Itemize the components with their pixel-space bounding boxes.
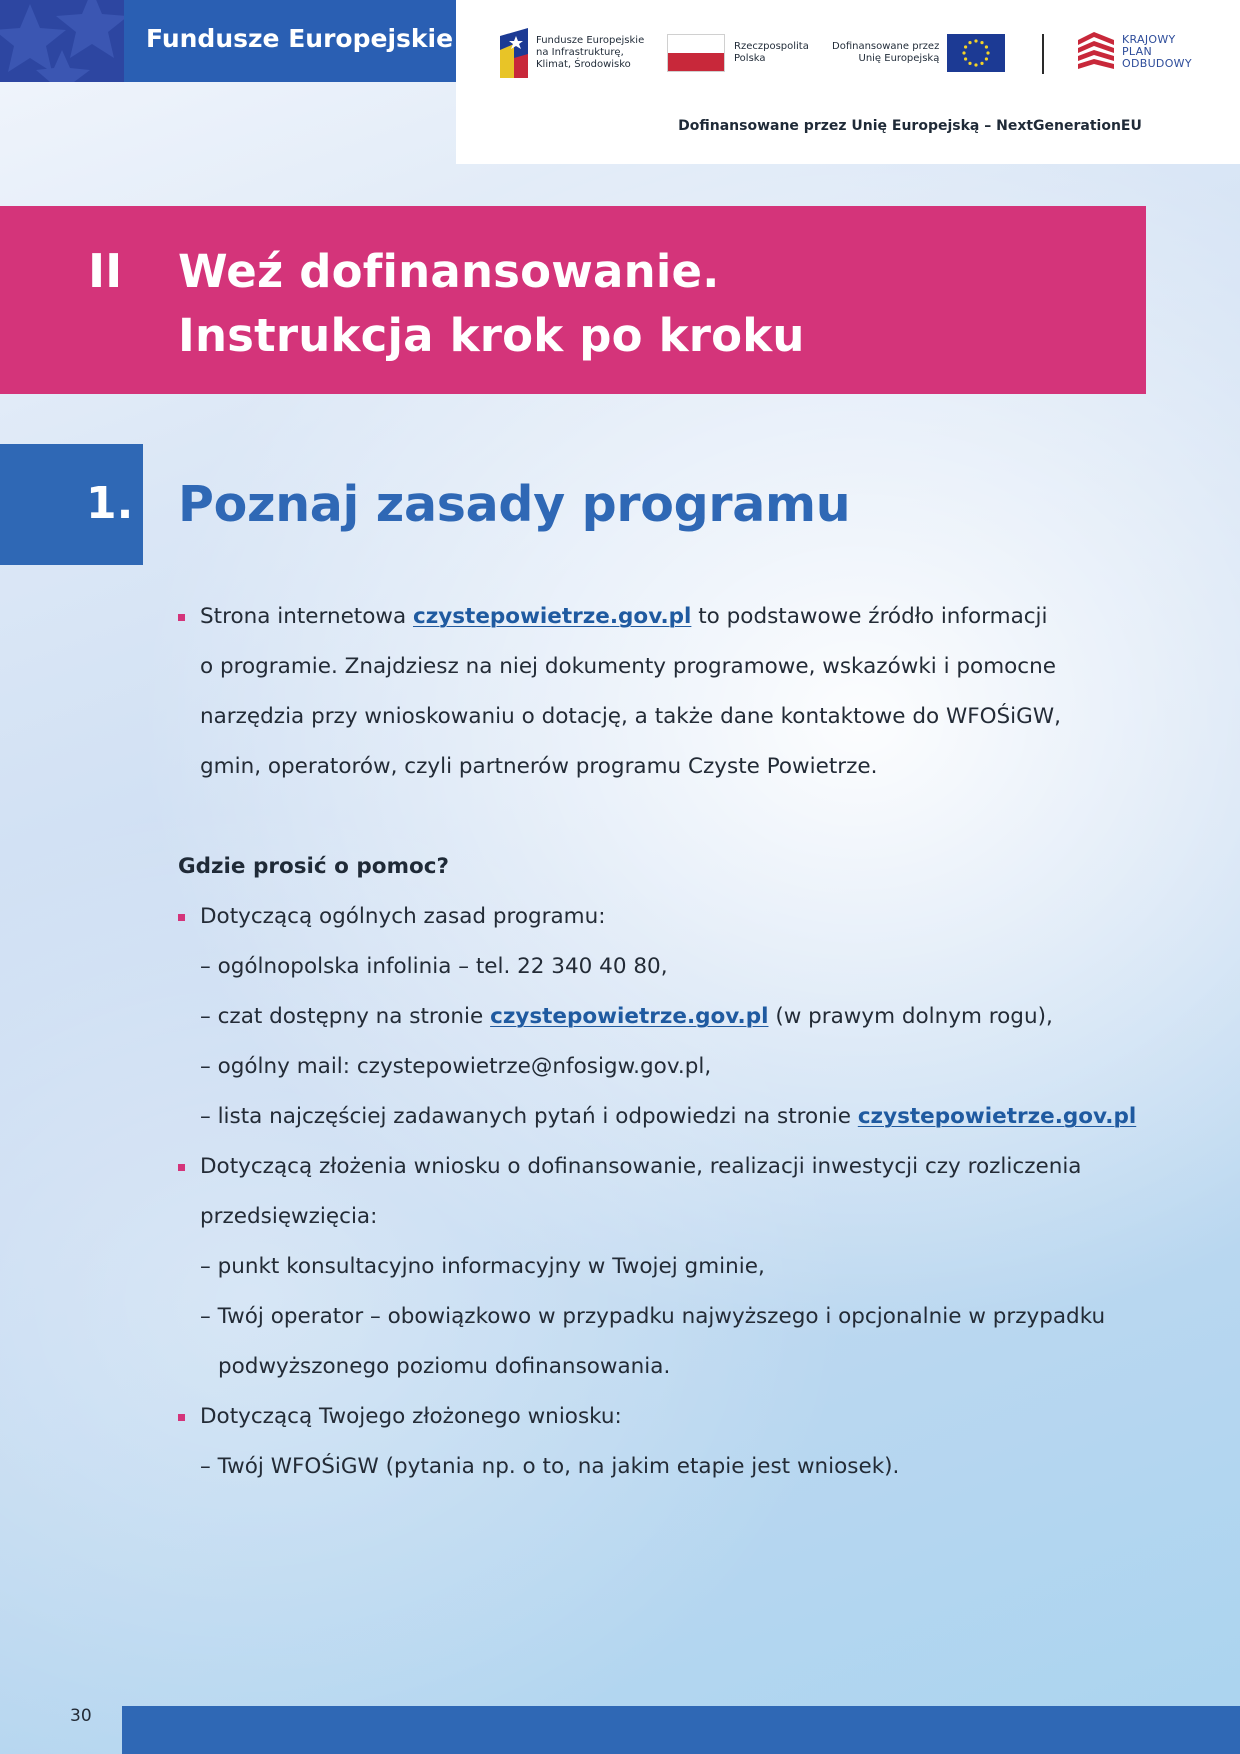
- section-banner: [0, 206, 1146, 394]
- intro-text: Strona internetowa: [200, 604, 413, 629]
- application-bullet: [178, 1142, 1138, 1392]
- rzeczpospolita-logo: [667, 34, 809, 72]
- fe-program-logo: [500, 28, 644, 78]
- faq-text: – lista najczęściej zadawanych pytań i odpowiedzi na stronie: [200, 1104, 858, 1129]
- fe-flag-icon: [500, 28, 528, 78]
- kpo-line: KRAJOWY: [1122, 33, 1176, 46]
- polish-flag-icon: [667, 34, 725, 72]
- chat-link[interactable]: czystepowietrze.gov.pl: [490, 1004, 769, 1029]
- intro-line: narzędzia przy wnioskowaniu o dotację, a także dane kontaktowe do WFOŚiGW,: [200, 704, 1061, 729]
- operator-item-continued: podwyższonego poziomu dofinansowania.: [218, 1354, 671, 1379]
- step-title: Poznaj zasady programu: [178, 476, 851, 533]
- intro-line: o programie. Znajdziesz na niej dokumenty programowe, wskazówki i pomocne: [200, 654, 1056, 679]
- intro-line: gmin, operatorów, czyli partnerów programu Czyste Powietrze.: [200, 754, 878, 779]
- bullet-square-icon: [178, 1414, 185, 1421]
- ngeu-caption: Dofinansowane przez Unię Europejską – NextGenerationEU: [678, 118, 1142, 134]
- logo-panel: [456, 0, 1240, 164]
- section-title: [178, 240, 805, 368]
- section-title-line: Weź dofinansowanie.: [178, 245, 720, 298]
- rp-text: [734, 41, 809, 65]
- kpo-line: PLAN: [1122, 45, 1152, 58]
- kpo-logo: [1078, 32, 1192, 72]
- fe-program-line: na Infrastrukturę,: [536, 47, 624, 58]
- step-number: 1.: [86, 478, 134, 529]
- bullet-square-icon: [178, 614, 185, 621]
- logo-row: [456, 28, 1240, 80]
- consultation-point-item: – punkt konsultacyjno informacyjny w Twojej gminie,: [200, 1254, 765, 1279]
- chat-item: [200, 992, 1138, 1042]
- intro-line: [200, 592, 1138, 642]
- rp-line: Rzeczpospolita: [734, 41, 809, 52]
- section-title-line: Instrukcja krok po kroku: [178, 309, 805, 362]
- rp-line: Polska: [734, 53, 766, 64]
- kpo-text: [1122, 34, 1192, 70]
- czystepowietrze-link[interactable]: czystepowietrze.gov.pl: [412, 604, 692, 629]
- bullet-square-icon: [178, 1164, 185, 1171]
- operator-item: – Twój operator – obowiązkowo w przypadku najwyższego i opcjonalnie w przypadku: [200, 1304, 1106, 1329]
- intro-bullet: [178, 592, 1138, 792]
- fe-program-line: Klimat, Środowisko: [536, 59, 631, 70]
- eu-cofunded-logo: [832, 34, 1005, 72]
- bullet-square-icon: [178, 914, 185, 921]
- step-number-box: [0, 444, 143, 565]
- eu-stars-graphic: [0, 0, 124, 82]
- brand-title: Fundusze Europejskie: [146, 23, 454, 53]
- page-number: 30: [70, 1706, 92, 1726]
- stars-pattern-icon: [0, 0, 124, 82]
- application-label: przedsięwzięcia:: [200, 1204, 378, 1229]
- logo-divider: [1042, 34, 1044, 74]
- submitted-application-bullet: [178, 1392, 1138, 1492]
- kpo-line: ODBUDOWY: [1122, 57, 1192, 70]
- ue-line: Unię Europejską: [858, 53, 940, 64]
- application-label: Dotyczącą złożenia wniosku o dofinansowanie, realizacji inwestycji czy rozliczenia: [200, 1154, 1082, 1179]
- faq-link[interactable]: czystepowietrze.gov.pl: [857, 1104, 1137, 1129]
- chat-text: (w prawym dolnym rogu),: [768, 1004, 1053, 1029]
- faq-item: [200, 1092, 1138, 1142]
- footer-bar: [122, 1706, 1240, 1754]
- fe-program-text: [536, 35, 644, 71]
- general-rules-label: Dotyczącą ogólnych zasad programu:: [200, 904, 606, 929]
- intro-text: to podstawowe źródło informacji: [691, 604, 1048, 629]
- ue-text: [832, 41, 939, 65]
- help-heading: Gdzie prosić o pomoc?: [178, 854, 449, 879]
- fundusze-europejskie-bar: [124, 0, 456, 82]
- general-rules-bullet: [178, 892, 1138, 1142]
- eu-flag-icon: [947, 34, 1005, 72]
- mail-item: – ogólny mail: czystepowietrze@nfosigw.gov.pl,: [200, 1054, 712, 1079]
- kpo-stripes-icon: [1078, 32, 1114, 72]
- ue-line: Dofinansowane przez: [832, 41, 940, 52]
- chat-text: – czat dostępny na stronie: [200, 1004, 491, 1029]
- fe-program-line: Fundusze Europejskie: [536, 35, 645, 46]
- infoline-item: – ogólnopolska infolinia – tel. 22 340 40 80,: [200, 954, 668, 979]
- wfos-item: – Twój WFOŚiGW (pytania np. o to, na jakim etapie jest wniosek).: [200, 1454, 900, 1479]
- submitted-label: Dotyczącą Twojego złożonego wniosku:: [200, 1404, 622, 1429]
- section-roman-number: II: [88, 244, 123, 298]
- main-content: [178, 592, 1138, 1492]
